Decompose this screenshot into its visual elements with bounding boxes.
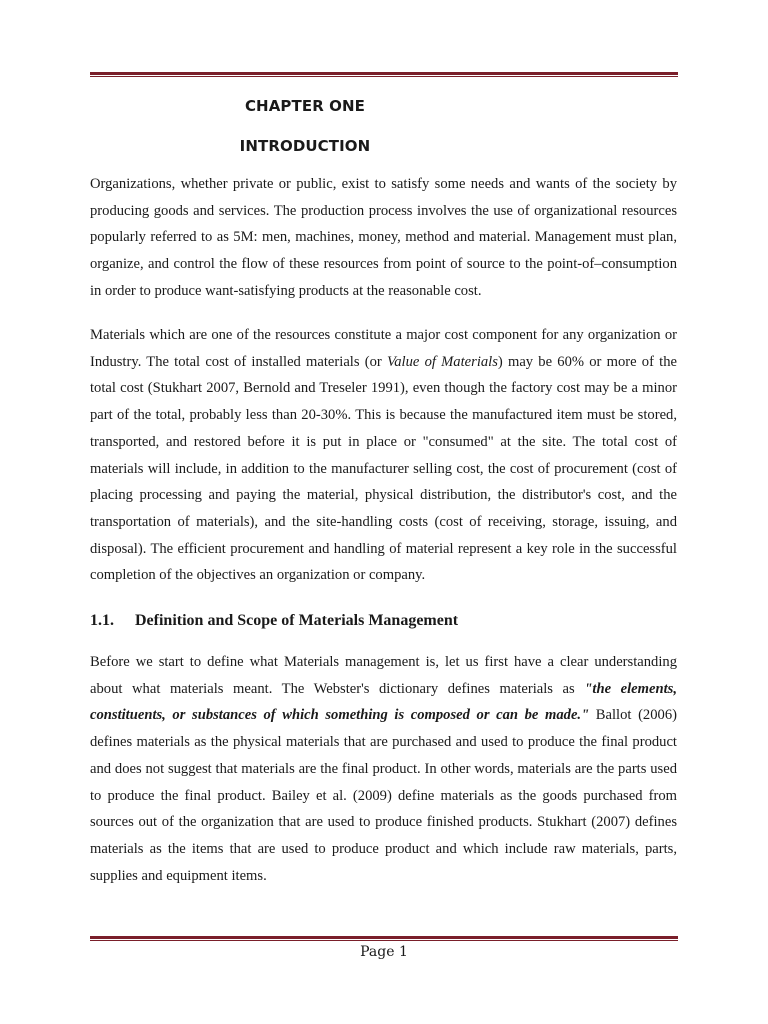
header-rule-thin xyxy=(90,76,678,77)
section-paragraph xyxy=(90,649,677,889)
chapter-number: CHAPTER ONE xyxy=(244,97,366,115)
intro-paragraph-2 xyxy=(90,322,677,589)
dictionary-quote: "the elements, constituents, or substances of which something is composed or can be made." xyxy=(90,680,677,724)
intro-paragraph-1: Organizations, whether private or public, exist to satisfy some needs and wants of the society by producing goods and services. The production process involves the use of organizational resources popularly referred to as 5M: men, machines, money, method and material. Management must plan, organize, and control the flow of these resources from point of source to the point-of–consumption in order to produce want-satisfying products at the reasonable cost. xyxy=(90,176,677,299)
section-heading xyxy=(90,611,458,631)
section-number: 1.1. xyxy=(90,612,114,629)
paragraph-text: Ballot (2006) defines materials as the physical materials that are purchased and used to produce the final product and does not suggest that materials are the final product. In other words, materials are the parts used to produce the final product. Bailey et al. (2009) define materials as the goods purchased from sources out of the organization that are used to produce finished products. Stukhart (2007) defines materials as the items that are used to produce product and which include raw materials, parts, supplies and equipment items. xyxy=(90,707,677,884)
section-title: Definition and Scope of Materials Management xyxy=(135,612,459,629)
header-rule xyxy=(90,72,678,77)
paragraph-text: Before we start to define what Materials management is, let us first have a clear understanding about what materials meant. The Webster's dictionary defines materials as xyxy=(90,654,677,697)
chapter-title: INTRODUCTION xyxy=(239,137,371,155)
footer-rule-thin xyxy=(90,940,678,941)
page-number: Page 1 xyxy=(360,944,408,960)
paragraph-text: ) may be 60% or more of the total cost (Stukhart 2007, Bernold and Treseler 1991), even though the factory cost may be a minor part of the total, probably less than 20-30%. This is because the manufactured item must be stored, transported, and restored before it is put in place or "consumed" at the site. The total cost of materials will include, in addition to the manufacturer selling cost, the cost of procurement (cost of placing processing and paying the material, physical distribution, the distributor's cost, and the transportation of materials), and the site-handling costs (cost of receiving, storage, issuing, and disposal). The efficient procurement and handling of material represent a key role in the successful completion of the objectives an organization or company. xyxy=(90,353,677,584)
italic-term: Value of Materials xyxy=(386,353,498,370)
footer-rule xyxy=(90,936,678,941)
paragraph-text: Materials which are one of the resources constitute a major cost component for any organization or Industry. The total cost of installed materials (or xyxy=(90,327,677,370)
